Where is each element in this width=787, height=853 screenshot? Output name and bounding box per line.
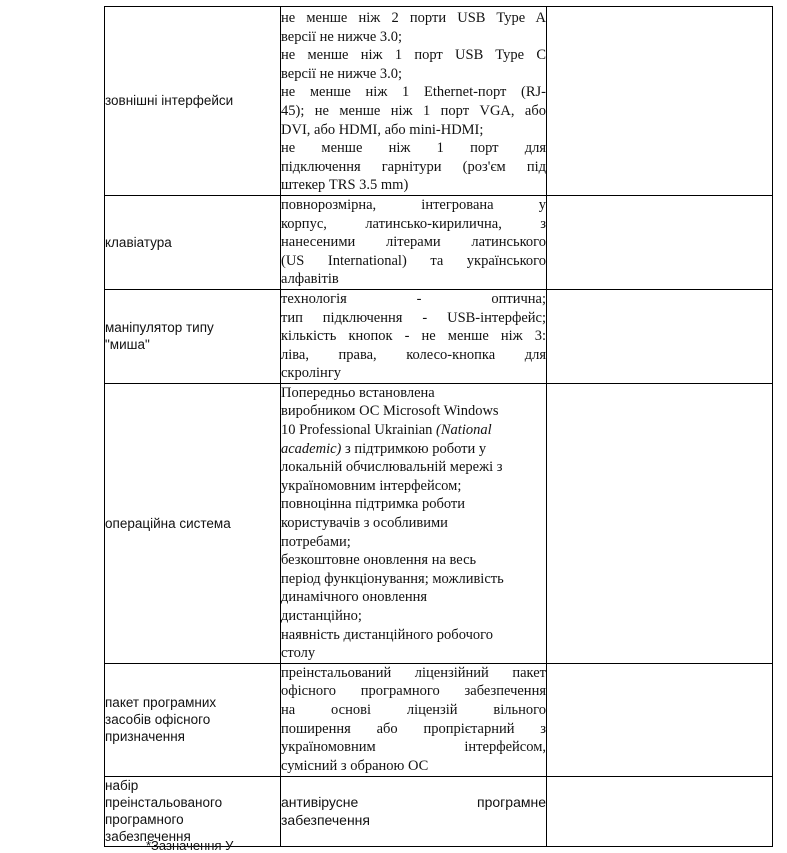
requirement-line: період функціонування; можливість	[281, 570, 504, 587]
requirement-line: на основі ліцензій вільного	[281, 701, 546, 718]
requirement-line: антивірусне програмне	[281, 793, 546, 810]
requirement-line: наявність дистанційного робочого	[281, 626, 493, 643]
requirement-line: поширення або пропрієтарний з	[281, 720, 546, 737]
param-label: засобів офісного	[105, 712, 211, 728]
requirement-cell	[281, 195, 547, 289]
requirement-text: 10 Professional Ukrainian	[281, 422, 433, 439]
requirement-cell	[281, 289, 547, 383]
requirement-line: не менше ніж 1 порт USB Type C	[281, 47, 546, 64]
requirement-line: алфавітів	[281, 271, 339, 288]
requirement-line: штекер TRS 3.5 mm)	[281, 177, 409, 194]
response-cell	[547, 776, 773, 846]
requirement-line: скролінгу	[281, 365, 342, 382]
requirement-line: корпус, латинсько-кирилична, з	[281, 215, 546, 232]
requirement-line: україномовним інтерфейсом;	[281, 477, 462, 494]
param-label: преінстальованого	[105, 794, 223, 810]
param-label-cell	[105, 195, 281, 289]
param-label-cell	[105, 289, 281, 383]
requirement-line: Попередньо встановлена	[281, 384, 435, 401]
param-label-cell	[105, 7, 281, 196]
requirement-line: користувачів з особливими	[281, 515, 448, 532]
table-row	[105, 7, 773, 196]
requirement-line: дистанційно;	[281, 608, 362, 624]
requirement-line: кількість кнопок - не менше ніж 3:	[281, 328, 546, 345]
requirement-line: динамічного оновлення	[281, 589, 428, 606]
requirement-line: столу	[281, 645, 316, 662]
requirement-line: забезпечення	[281, 812, 370, 829]
requirement-line: версії не нижче 3.0;	[281, 65, 403, 82]
requirement-line: не менше ніж 1 Ethernet-порт (RJ-	[281, 84, 546, 101]
response-cell	[547, 383, 773, 663]
footer-note: *Зазначення У	[146, 838, 234, 853]
requirement-cell	[281, 663, 547, 776]
requirement-line: підключення гарнітури (роз'єм під	[281, 158, 546, 175]
requirement-line: (US International) та українського	[281, 252, 546, 269]
response-cell	[547, 289, 773, 383]
param-label: призначення	[105, 729, 185, 745]
requirement-line: безкоштовне оновлення на весь	[281, 552, 477, 569]
requirement-line: офісного програмного забезпечення	[281, 683, 546, 700]
param-label: "миша"	[105, 337, 150, 353]
param-label: зовнішні інтерфейси	[105, 93, 234, 109]
requirement-line: не менше ніж 1 порт для	[281, 140, 546, 157]
param-label: маніпулятор типу	[105, 320, 214, 336]
requirement-cell	[281, 7, 547, 196]
param-label: програмного	[105, 811, 184, 827]
requirement-text: з підтримкою роботи у	[341, 440, 487, 457]
requirement-line: тип підключення - USB-інтерфейс;	[281, 309, 546, 326]
requirement-line: преінстальований ліцензійний пакет	[281, 664, 546, 681]
requirement-line: потребами;	[281, 533, 351, 550]
response-cell	[547, 663, 773, 776]
requirement-line: повноцінна підтримка роботи	[281, 496, 466, 513]
requirement-line: технологія - оптична;	[281, 290, 546, 307]
requirement-line: сумісний з обраною ОС	[281, 757, 429, 774]
requirement-line	[281, 440, 546, 459]
table-row	[105, 383, 773, 663]
response-cell	[547, 7, 773, 196]
requirement-line: виробником ОС Microsoft Windows	[281, 403, 499, 420]
requirement-line: повнорозмірна, інтегрована у	[281, 196, 546, 213]
requirement-cell	[281, 776, 547, 846]
requirement-line: не менше ніж 2 порти USB Type A	[281, 10, 546, 26]
table-row	[105, 776, 773, 846]
requirement-line	[281, 421, 546, 440]
param-label: клавіатура	[105, 234, 172, 250]
table-row	[105, 663, 773, 776]
requirement-line: версії не нижче 3.0;	[281, 28, 403, 45]
param-label-cell	[105, 663, 281, 776]
table-row	[105, 289, 773, 383]
response-cell	[547, 195, 773, 289]
spec-table	[104, 6, 773, 847]
param-label: пакет програмних	[105, 695, 217, 711]
requirement-line: ліва, права, колесо-кнопка для	[281, 346, 546, 363]
requirement-italic-text: academic)	[281, 440, 342, 457]
requirement-line: DVI, або HDMI, або mini-HDMI;	[281, 121, 484, 138]
requirement-line: нанесеними літерами латинського	[281, 234, 546, 251]
requirement-line: 45); не менше ніж 1 порт VGA, або	[281, 102, 546, 119]
param-label: набір	[105, 777, 139, 793]
param-label: операційна система	[105, 515, 231, 531]
param-label-cell	[105, 776, 281, 846]
param-label-cell	[105, 383, 281, 663]
requirement-line: україномовним інтерфейсом,	[281, 739, 546, 756]
requirement-cell	[281, 383, 547, 663]
requirement-line: локальній обчислювальній мережі з	[281, 459, 503, 476]
param-label: забезпечення	[105, 828, 191, 844]
requirement-italic-text: (National	[436, 422, 492, 439]
table-row	[105, 195, 773, 289]
